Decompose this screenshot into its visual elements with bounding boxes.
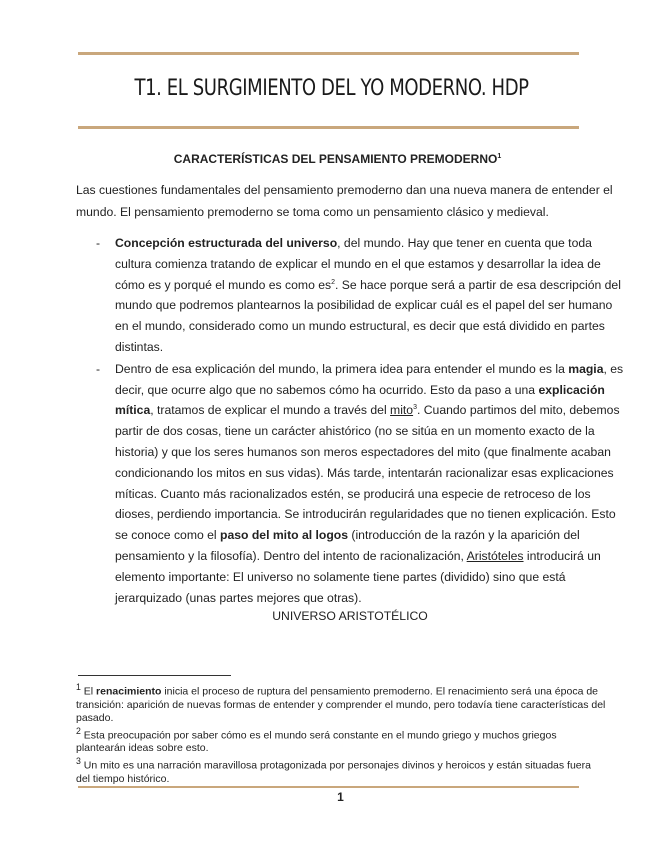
intro-paragraph: Las cuestiones fundamentales del pensamiento premoderno dan una nueva manera de entender el mundo. El pensamiento premoderno se toma como un pensamiento clásico y medieval. xyxy=(76,183,613,219)
header-top-rule xyxy=(78,52,579,55)
footnote-ref-3[interactable]: 3 xyxy=(413,404,417,412)
list-item-text: Dentro de esa explicación del mundo, la primera idea para entender el mundo es la xyxy=(115,361,569,376)
bullet-list xyxy=(96,233,624,609)
page-number: 1 xyxy=(337,790,344,804)
list-item-text: , del mundo. Hay que tener en cuenta que toda cultura comienza tratando de explicar el mundo en el que estamos y desarrollar la idea de cómo es y porqué el mundo es como es xyxy=(115,236,601,292)
list-item-text: , es decir, que ocurre algo que no sabemos cómo ha ocurrido. Esto da paso a una xyxy=(115,361,624,397)
footnote-number: 1 xyxy=(76,682,81,692)
footnotes xyxy=(76,681,606,786)
bullet-dash: - xyxy=(96,236,101,250)
footnote-number: 2 xyxy=(76,725,81,736)
footer-rule xyxy=(78,786,579,788)
bold-term: magia xyxy=(568,361,604,376)
footnote-text: El xyxy=(80,685,97,698)
footnote-1 xyxy=(76,681,606,725)
footnote-number: 3 xyxy=(76,756,81,766)
list-item xyxy=(96,359,624,609)
list-item-text: , tratamos de explicar el mundo a través del xyxy=(150,403,391,418)
footnote-text: inicia el proceso de ruptura del pensamiento premoderno. El renacimiento será una época de transición: aparición de nuevas formas de entender y comprender el mundo, pero todavía tiene características del pasado. xyxy=(76,685,606,724)
page-title: T1. EL SURGIMIENTO DEL YO MODERNO. HDP xyxy=(134,76,529,101)
subsection-label: UNIVERSO ARISTOTÉLICO xyxy=(272,609,428,623)
footnote-ref-1[interactable]: 1 xyxy=(497,153,502,160)
footnote-2 xyxy=(76,725,606,756)
bullet-dash: - xyxy=(96,361,101,376)
link-mito[interactable]: mito xyxy=(390,403,414,418)
section-heading-text: CARACTERÍSTICAS DEL PENSAMIENTO PREMODERNO xyxy=(173,152,498,166)
link-aristoteles[interactable]: Aristóteles xyxy=(466,548,524,563)
list-item-text: introducirá un elemento importante: El universo no solamente tiene partes (dividido) sino que está jerarquizado (unas partes mejores que otras). xyxy=(115,548,601,605)
list-item xyxy=(96,233,624,358)
footnote-text: Esta preocupación por saber cómo es el mundo será constante en el mundo griego y muchos griegos plantearán ideas sobre esto. xyxy=(76,729,557,754)
bold-term: renacimiento xyxy=(96,685,162,698)
list-item-text: . Se hace porque será a partir de esa descripción del mundo que podremos plantearnos la posibilidad de explicar cuál es el papel del ser humano en el mundo, considerado como un mundo estructural, es decir que está dividido en partes distintas. xyxy=(115,277,621,354)
bold-term: explicación mítica xyxy=(115,382,605,418)
list-item-text: (introducción de la razón y la aparición del pensamiento y la filosofía). Dentro del intento de racionalización, xyxy=(115,528,580,563)
footnote-3 xyxy=(76,755,606,786)
footnote-separator xyxy=(78,675,231,676)
bold-term: paso del mito al logos xyxy=(220,528,349,543)
footnote-text: Un mito es una narración maravillosa protagonizada por personajes divinos y heroicos y están situadas fuera del tiempo histórico. xyxy=(76,759,591,785)
footnote-ref-2[interactable]: 2 xyxy=(331,278,336,286)
header-bottom-rule xyxy=(78,126,579,129)
list-item-text: . Cuando partimos del mito, debemos partir de dos cosas, tiene un carácter ahistórico (no se sitúa en un momento exacto de la historia) y que los seres humanos son meros espectadores del mito (que finalmente acaban condicionando los mitos en sus vidas). Más tarde, intentarán racionalizar esas explicaciones míticas. Cuanto más racionalizados estén, se producirá una especie de retroceso de los dioses, perdiendo importancia. Se introducirán regularidades que no tienen explicación. Esto se conoce como el xyxy=(115,403,620,543)
bold-term: Concepción estructurada del universo xyxy=(115,236,338,250)
section-heading xyxy=(0,152,655,166)
